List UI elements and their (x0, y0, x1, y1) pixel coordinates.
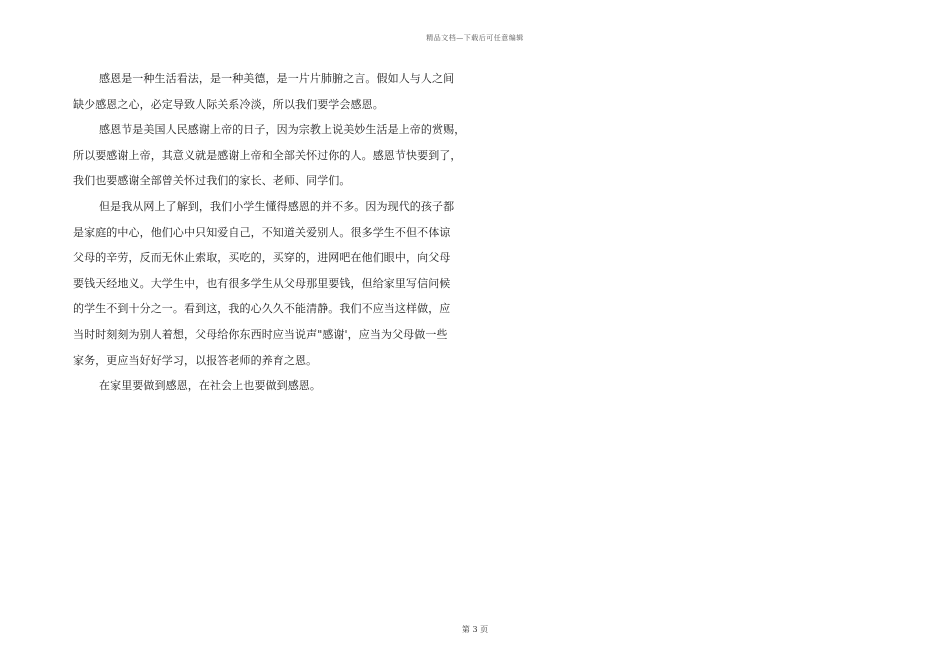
paragraph-line: 父母的辛劳，反而无休止索取，买吃的，买穿的，进网吧在他们眼中，向父母 (73, 251, 451, 265)
paragraph-line: 但是我从网上了解到，我们小学生懂得感恩的并不多。因为现代的孩子都 (99, 199, 455, 213)
paragraph-line: 家务，更应当好好学习，以报答老师的养育之恩。 (73, 353, 318, 367)
paragraph-line: 的学生不到十分之一。看到这，我的心久久不能清静。我们不应当这样做，应 (73, 302, 451, 316)
paragraph-line: 感恩节是美国人民感谢上帝的日子，因为宗教上说美妙生活是上帝的赏赐， (99, 123, 466, 137)
paragraph-line: 缺少感恩之心，必定导致人际关系冷淡，所以我们要学会感恩。 (73, 97, 384, 111)
paragraph-line: 所以要感谢上帝，其意义就是感谢上帝和全部关怀过你的人。感恩节快要到了， (73, 148, 462, 162)
page-number: 第 3 页 (461, 625, 489, 634)
paragraph-line: 是家庭的中心，他们心中只知爱自己，不知道关爱别人。很多学生不但不体谅 (73, 225, 451, 239)
document-body (73, 66, 473, 399)
paragraph-line: 要钱天经地义。大学生中，也有很多学生从父母那里要钱，但给家里写信问候 (73, 276, 451, 290)
paragraph-line: 感恩是一种生活看法，是一种美德，是一片片肺腑之言。假如人与人之间 (99, 72, 455, 85)
paragraph-line: 在家里要做到感恩，在社会上也要做到感恩。 (99, 379, 321, 393)
paragraph-line: 当时时刻刻为别人着想，父母给你东西时应当说声"感谢'，应当为父母做一些 (73, 327, 448, 341)
page-header: 精品文档—下载后可任意编辑 (426, 34, 524, 42)
paragraph-line: 我们也要感谢全部曾关怀过我们的家长、老师、同学们。 (73, 174, 351, 188)
